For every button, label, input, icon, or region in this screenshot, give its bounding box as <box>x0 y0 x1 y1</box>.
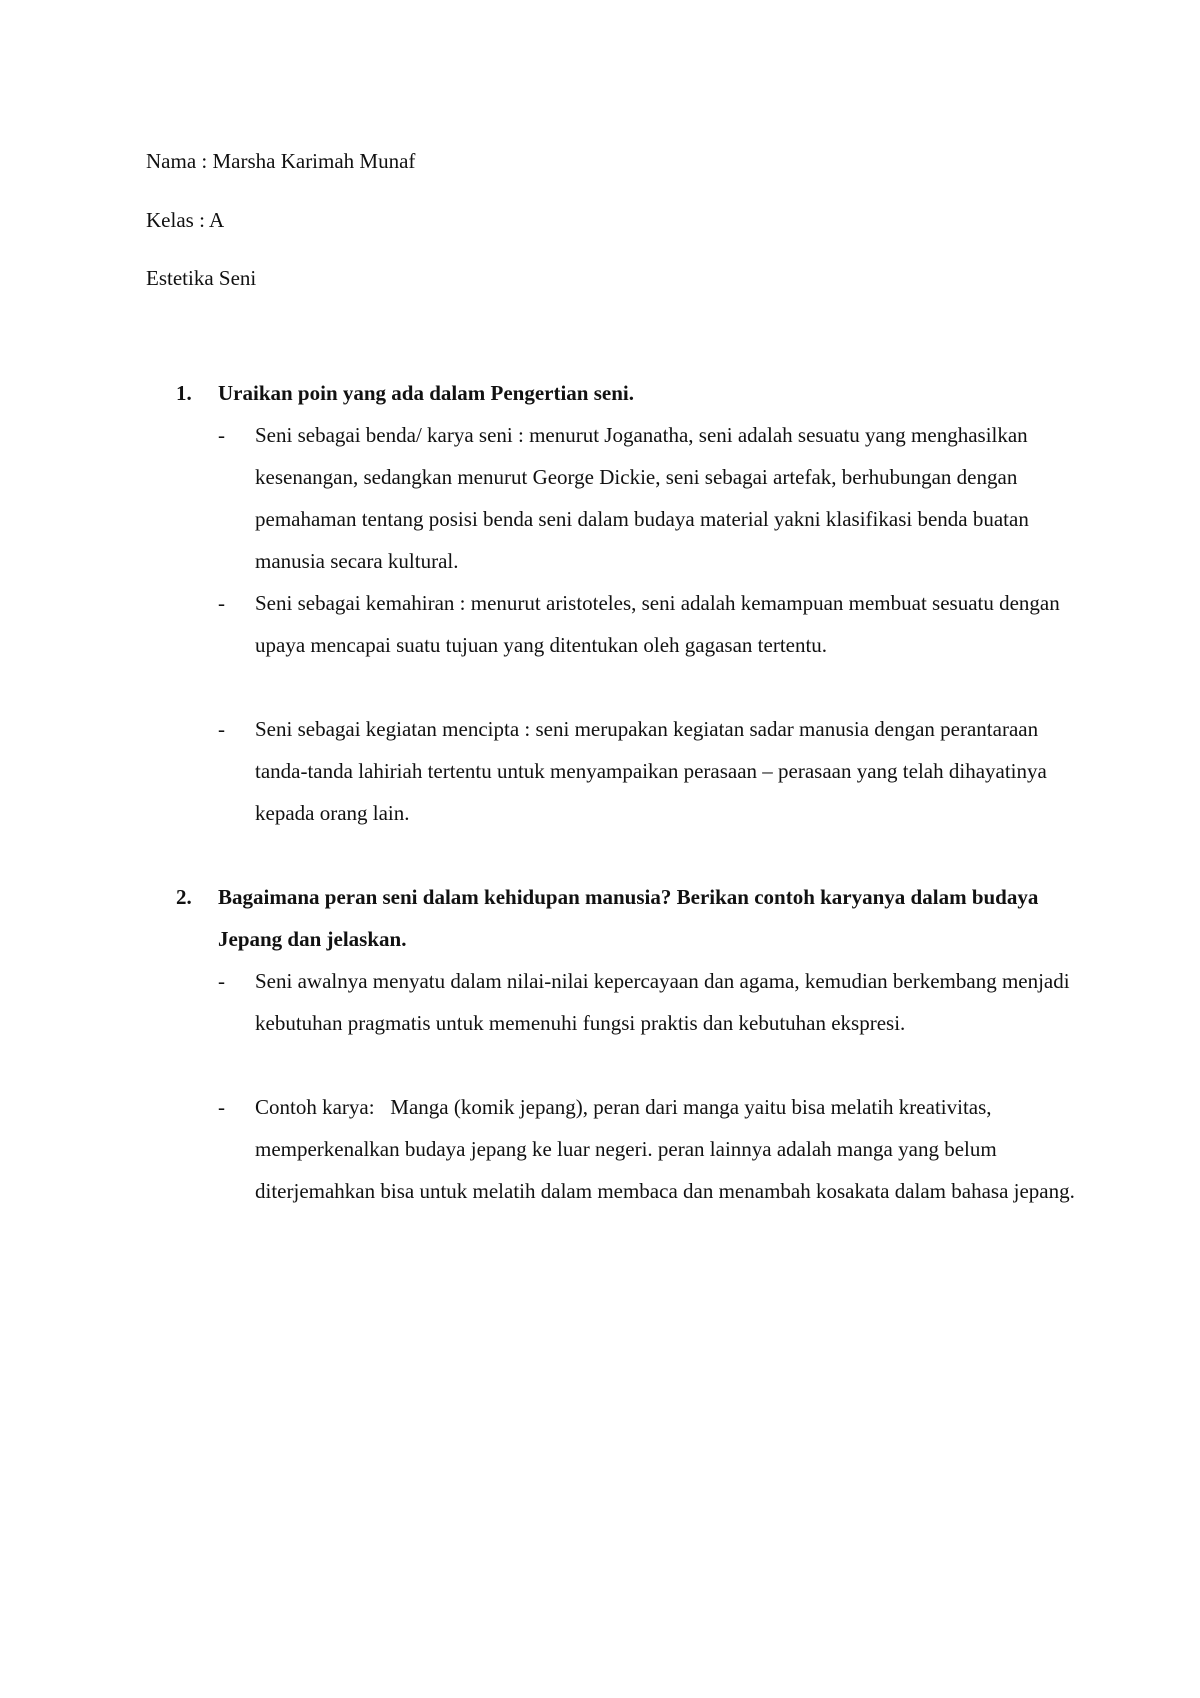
dash-marker: - <box>218 591 225 615</box>
answer-item <box>218 414 1078 582</box>
question-1 <box>176 372 1076 414</box>
dash-marker: - <box>218 423 225 447</box>
answer-text: Contoh karya: Manga (komik jepang), peran dari manga yaitu bisa melatih kreativitas, memperkenalkan budaya jepang ke luar negeri. peran lainnya adalah manga yang belum diterjemahkan bisa untuk melatih dalam membaca dan menambah kosakata dalam bahasa jepang. <box>255 1095 1075 1203</box>
dash-marker: - <box>218 969 225 993</box>
answer-text: Seni sebagai kegiatan mencipta : seni merupakan kegiatan sadar manusia dengan perantaraan tanda-tanda lahiriah tertentu untuk menyampaikan perasaan – perasaan yang telah dihayatinya kepada orang lain. <box>255 717 1047 825</box>
answer-text: Seni awalnya menyatu dalam nilai-nilai kepercayaan dan agama, kemudian berkembang menjadi kebutuhan pragmatis untuk memenuhi fungsi praktis dan kebutuhan ekspresi. <box>255 969 1070 1035</box>
subject-line: Estetika Seni <box>146 266 257 290</box>
answer-text: Seni sebagai benda/ karya seni : menurut Joganatha, seni adalah sesuatu yang menghasilkan kesenangan, sedangkan menurut George Dickie, seni sebagai artefak, berhubungan dengan pemahaman tentang posisi benda seni dalam budaya material yakni klasifikasi benda buatan manusia secara kultural. <box>255 423 1029 573</box>
question-text: Uraikan poin yang ada dalam Pengertian seni. <box>218 381 634 405</box>
answer-item <box>218 1086 1078 1212</box>
dash-marker: - <box>218 1095 225 1119</box>
question-number: 1. <box>176 381 192 405</box>
answer-item <box>218 708 1078 834</box>
class-line: Kelas : A <box>146 208 225 232</box>
answer-text: Seni sebagai kemahiran : menurut aristoteles, seni adalah kemampuan membuat sesuatu dengan upaya mencapai suatu tujuan yang ditentukan oleh gagasan tertentu. <box>255 591 1060 657</box>
answer-item <box>218 582 1078 666</box>
dash-marker: - <box>218 717 225 741</box>
question-text: Bagaimana peran seni dalam kehidupan manusia? Berikan contoh karyanya dalam budaya Jepang dan jelaskan. <box>218 885 1039 951</box>
question-number: 2. <box>176 885 192 909</box>
question-2 <box>176 876 1076 960</box>
answer-item <box>218 960 1078 1044</box>
student-name-line: Nama : Marsha Karimah Munaf <box>146 149 416 173</box>
